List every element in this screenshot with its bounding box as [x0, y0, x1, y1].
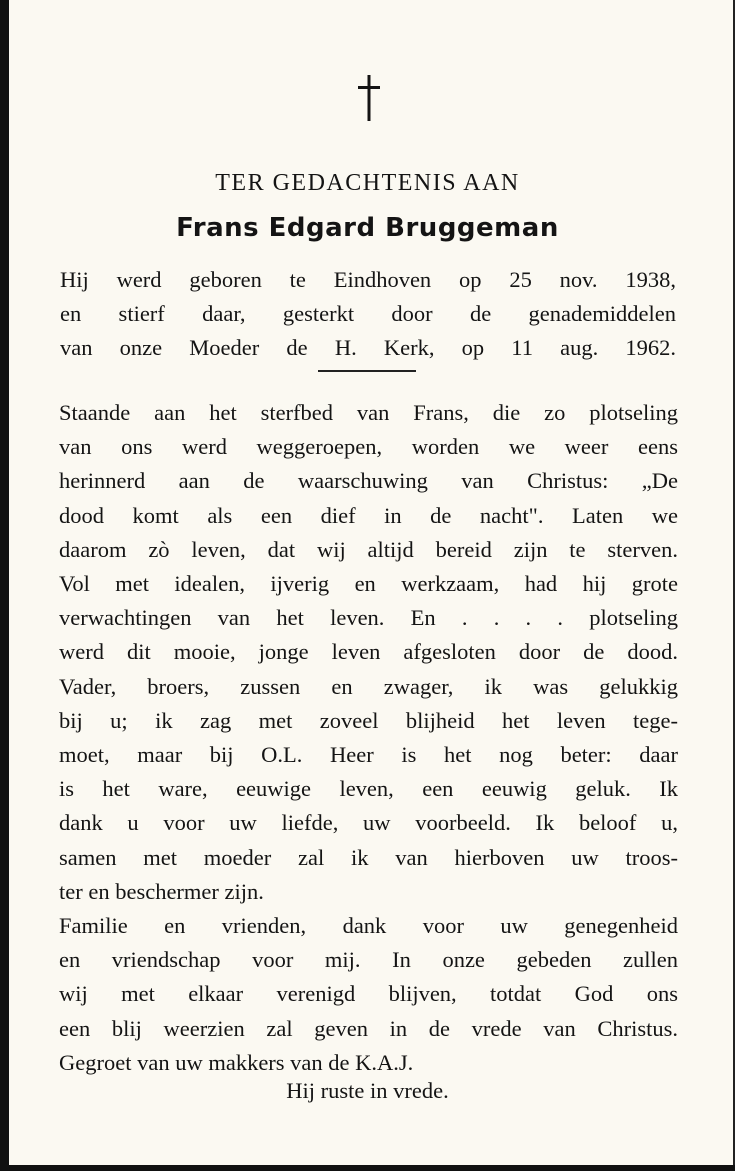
deceased-name: Frans Edgard Bruggeman	[176, 213, 559, 243]
divider-rule	[318, 370, 416, 372]
text-line: Vol met idealen, ijverig en werkzaam, had hij grote	[59, 571, 678, 597]
text-line: dood komt als een dief in de nacht". Laten we	[59, 502, 678, 528]
text-line: van ons werd weggeroepen, worden we weer eens	[59, 434, 678, 460]
intro-line: en stierf daar, gesterkt door de genademiddelen	[60, 301, 676, 326]
text-line: dank u voor uw liefde, uw voorbeeld. Ik beloof u,	[59, 810, 678, 836]
text-line: wij met elkaar verenigd blijven, totdat God ons	[59, 981, 678, 1007]
text-line: Staande aan het sterfbed van Frans, die zo plotseling	[59, 400, 678, 425]
text-line: Gegroet van uw makkers van de K.A.J.	[59, 1049, 414, 1075]
text-line: Vader, broers, zussen en zwager, ik was gelukkig	[59, 673, 678, 699]
text-line: bij u; ik zag met zoveel blijheid het leven tege-	[59, 707, 678, 733]
card-border-bottom	[0, 1165, 735, 1171]
memorial-text	[59, 396, 678, 1080]
intro-paragraph	[60, 263, 676, 365]
text-line: een blij weerzien zal geven in de vrede van Christus.	[59, 1015, 678, 1041]
intro-line: Hij werd geboren te Eindhoven op 25 nov. 1938,	[60, 267, 676, 292]
cross-icon	[358, 75, 380, 121]
text-line: samen met moeder zal ik van hierboven uw troos-	[59, 844, 678, 870]
text-line: herinnerd aan de waarschuwing van Christus: „De	[59, 468, 678, 494]
memorial-heading: TER GEDACHTENIS AAN	[215, 170, 520, 196]
text-line: en vriendschap voor mij. In onze gebeden zullen	[59, 947, 678, 973]
closing-line: Hij ruste in vrede.	[286, 1078, 449, 1103]
text-line: verwachtingen van het leven. En . . . . plotseling	[59, 605, 678, 631]
text-line: daarom zò leven, dat wij altijd bereid zijn te sterven.	[59, 536, 678, 562]
text-line: is het ware, eeuwige leven, een eeuwig geluk. Ik	[59, 776, 678, 802]
text-line: ter en beschermer zijn.	[59, 878, 264, 904]
text-line: werd dit mooie, jonge leven afgesloten door de dood.	[59, 639, 678, 665]
text-line: Familie en vrienden, dank voor uw genegenheid	[59, 913, 678, 939]
intro-line: van onze Moeder de H. Kerk, op 11 aug. 1962.	[60, 335, 676, 360]
text-line: moet, maar bij O.L. Heer is het nog beter: daar	[59, 742, 678, 768]
